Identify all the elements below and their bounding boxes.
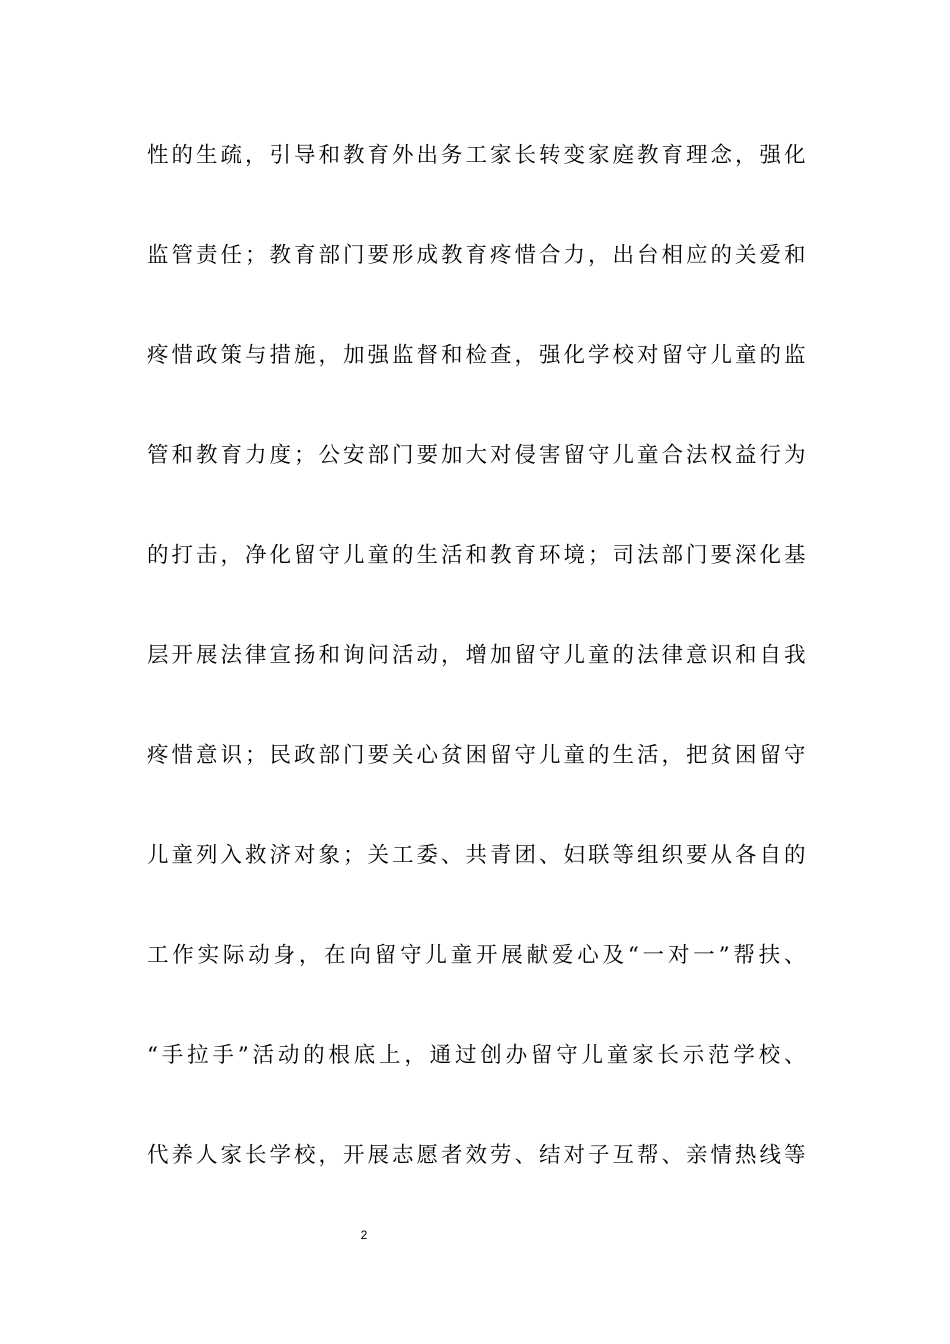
text-line: 管和教育力度；公安部门要加大对侵害留守儿童合法权益行为	[147, 443, 807, 468]
text-line: 的打击，净化留守儿童的生活和教育环境；司法部门要深化基	[147, 543, 807, 568]
text-line: 层开展法律宣扬和询问活动，增加留守儿童的法律意识和自我	[147, 643, 807, 668]
text-line: 性的生疏，引导和教育外出务工家长转变家庭教育理念，强化	[147, 143, 807, 168]
text-line: “手拉手”活动的根底上，通过创办留守儿童家长示范学校、	[147, 1043, 807, 1068]
body-text	[147, 132, 807, 1232]
text-line: 代养人家长学校，开展志愿者效劳、结对子互帮、亲情热线等	[147, 1143, 807, 1168]
text-line: 儿童列入救济对象；关工委、共青团、妇联等组织要从各自的	[147, 843, 807, 868]
text-line: 疼惜政策与措施，加强监督和检查，强化学校对留守儿童的监	[147, 343, 807, 368]
text-line: 监管责任；教育部门要形成教育疼惜合力，出台相应的关爱和	[147, 243, 807, 268]
text-line: 工作实际动身，在向留守儿童开展献爱心及“一对一”帮扶、	[147, 943, 807, 968]
text-line: 疼惜意识；民政部门要关心贫困留守儿童的生活，把贫困留守	[147, 743, 807, 768]
page-number: 2	[360, 1228, 368, 1242]
